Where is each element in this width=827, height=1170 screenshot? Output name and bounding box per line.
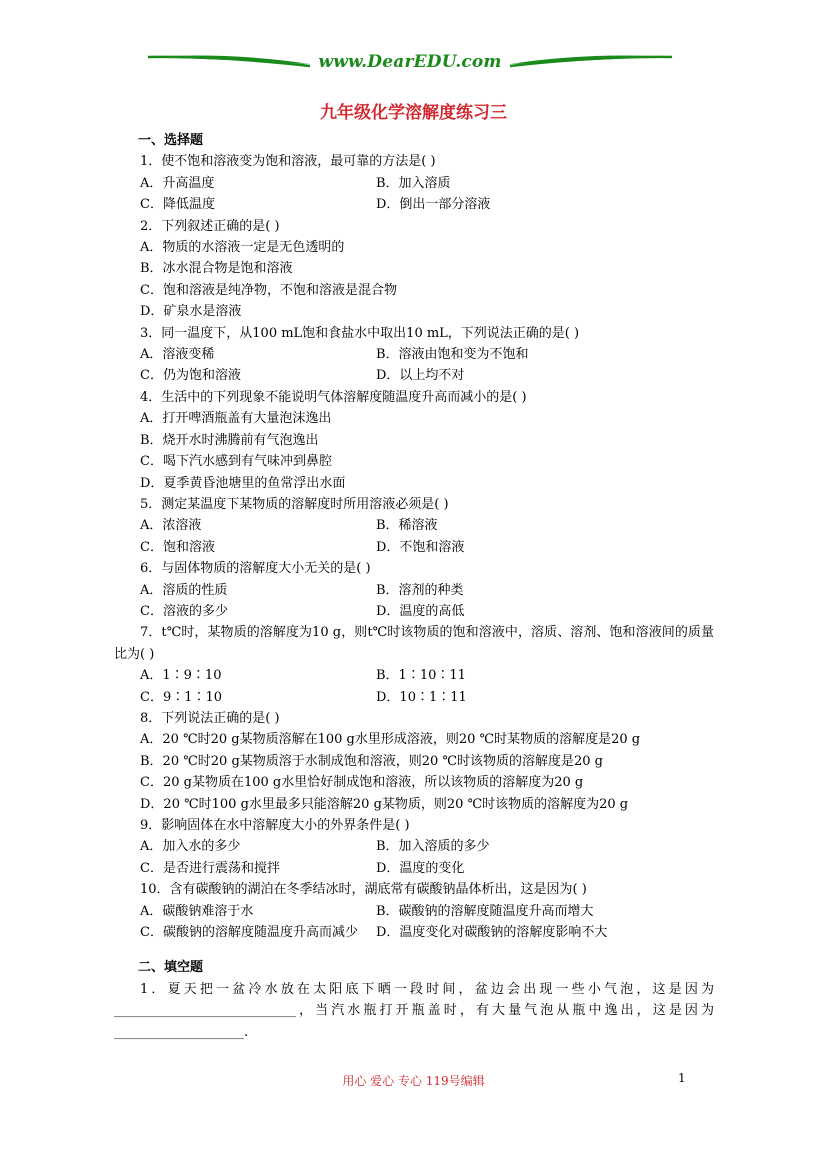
question-text: 8．下列说法正确的是( ) xyxy=(140,710,280,726)
option: A．浓溶液 xyxy=(140,518,202,534)
question-text: 5．测定某温度下某物质的溶解度时所用溶液必须是( ) xyxy=(140,496,449,512)
question-text: 3．同一温度下，从100 mL饱和食盐水中取出10 mL，下列说法正确的是( ) xyxy=(140,325,580,341)
option: D．温度的变化 xyxy=(376,860,465,876)
question-text: 4．生活中的下列现象不能说明气体溶解度随温度升高而减小的是( ) xyxy=(140,389,527,405)
option: D．20 ℃时100 g水里最多只能溶解20 g某物质，则20 ℃时该物质的溶解度为20 g xyxy=(140,796,629,812)
option-row xyxy=(114,922,714,943)
page-title: 九年级化学溶解度练习三 xyxy=(320,103,507,123)
option-row xyxy=(114,836,714,857)
option: B．加入溶质 xyxy=(376,175,451,191)
option: D．10∶1∶11 xyxy=(376,689,467,705)
option: B．20 ℃时20 g某物质溶于水制成饱和溶液，则20 ℃时该物质的溶解度是20 g xyxy=(140,753,603,769)
option-row xyxy=(114,537,714,558)
section-heading: 一、选择题 xyxy=(138,133,204,148)
option: A．加入水的多少 xyxy=(140,839,241,855)
page-footer: 用心 爱心 专心 119号编辑 xyxy=(342,1074,485,1088)
option: C．喝下汽水感到有气味冲到鼻腔 xyxy=(140,454,332,470)
question-text: 1．使不饱和溶液变为饱和溶液，最可靠的方法是( ) xyxy=(140,154,436,170)
option: D．倒出一部分溶液 xyxy=(376,197,491,213)
section-gap xyxy=(114,943,714,957)
question-text: 2．下列叙述正确的是( ) xyxy=(140,218,280,234)
option: C．溶液的多少 xyxy=(140,603,228,619)
exercise-content xyxy=(114,130,714,1043)
option: B．冰水混合物是饱和溶液 xyxy=(140,261,293,277)
option-row xyxy=(114,901,714,922)
option: B．碳酸钠的溶解度随温度升高而增大 xyxy=(376,903,594,919)
page-number: 1 xyxy=(678,1071,686,1085)
option-row xyxy=(114,601,714,622)
option: D．不饱和溶液 xyxy=(376,539,465,555)
option: D．夏季黄昏池塘里的鱼常浮出水面 xyxy=(140,475,346,491)
option-row xyxy=(114,687,714,708)
option: D．矿泉水是溶液 xyxy=(140,304,242,320)
option: A．碳酸钠难溶于水 xyxy=(140,903,254,919)
option: B．加入溶质的多少 xyxy=(376,839,490,855)
fill-in-question: 1．夏天把一盆冷水放在太阳底下晒一段时间，盆边会出现一些小气泡，这是因为____________________________，当汽水瓶打开瓶盖时，有大量气泡从瓶中逸出，这是因为____________________. xyxy=(114,981,714,1040)
option: C．20 g某物质在100 g水里恰好制成饱和溶液，所以该物质的溶解度为20 g xyxy=(140,775,584,791)
option: B．溶液由饱和变为不饱和 xyxy=(376,347,529,363)
option-row xyxy=(114,665,714,686)
option-row xyxy=(114,580,714,601)
option-row xyxy=(114,344,714,365)
option: D．温度变化对碳酸钠的溶解度影响不大 xyxy=(376,925,608,941)
option: B．1∶10∶11 xyxy=(376,668,466,684)
option: C．仍为饱和溶液 xyxy=(140,368,241,384)
option: D．温度的高低 xyxy=(376,603,465,619)
option-row xyxy=(114,515,714,536)
option-row xyxy=(114,173,714,194)
option-row xyxy=(114,194,714,215)
option: C．饱和溶液是纯净物，不饱和溶液是混合物 xyxy=(140,282,397,298)
option: B．稀溶液 xyxy=(376,518,438,534)
option: A．溶液变稀 xyxy=(140,347,215,363)
option: C．是否进行震荡和搅拌 xyxy=(140,860,280,876)
option-row xyxy=(114,858,714,879)
option: C．饱和溶液 xyxy=(140,539,215,555)
section-heading: 二、填空题 xyxy=(138,960,204,976)
question-text: 7．t℃时，某物质的溶解度为10 g，则t℃时该物质的饱和溶液中，溶质、溶剂、饱和溶液间的质量比为( ) xyxy=(114,625,714,662)
option: D．以上均不对 xyxy=(376,368,465,384)
site-url: www.DearEDU.com xyxy=(318,52,502,72)
option: B．溶剂的种类 xyxy=(376,582,464,598)
question-text: 9．影响固体在水中溶解度大小的外界条件是( ) xyxy=(140,818,410,833)
option: A．打开啤酒瓶盖有大量泡沫逸出 xyxy=(140,411,332,427)
question-text: 6．与固体物质的溶解度大小无关的是( ) xyxy=(140,561,371,577)
option: B．烧开水时沸腾前有气泡逸出 xyxy=(140,432,319,448)
question-text: 10．含有碳酸钠的湖泊在冬季结冰时，湖底常有碳酸钠晶体析出，这是因为( ) xyxy=(140,882,587,898)
option: C．9∶1∶10 xyxy=(140,689,223,705)
option: A．20 ℃时20 g某物质溶解在100 g水里形成溶液，则20 ℃时某物质的溶解度是20 g xyxy=(140,732,641,748)
site-banner xyxy=(140,50,680,76)
option: C．降低温度 xyxy=(140,197,215,213)
option: A．升高温度 xyxy=(140,175,215,191)
option: C．碳酸钠的溶解度随温度升高而减少 xyxy=(140,925,358,941)
option: A．物质的水溶液一定是无色透明的 xyxy=(140,240,345,256)
option-row xyxy=(114,365,714,386)
option: A．溶质的性质 xyxy=(140,582,228,598)
option: A．1∶9∶10 xyxy=(140,668,222,684)
